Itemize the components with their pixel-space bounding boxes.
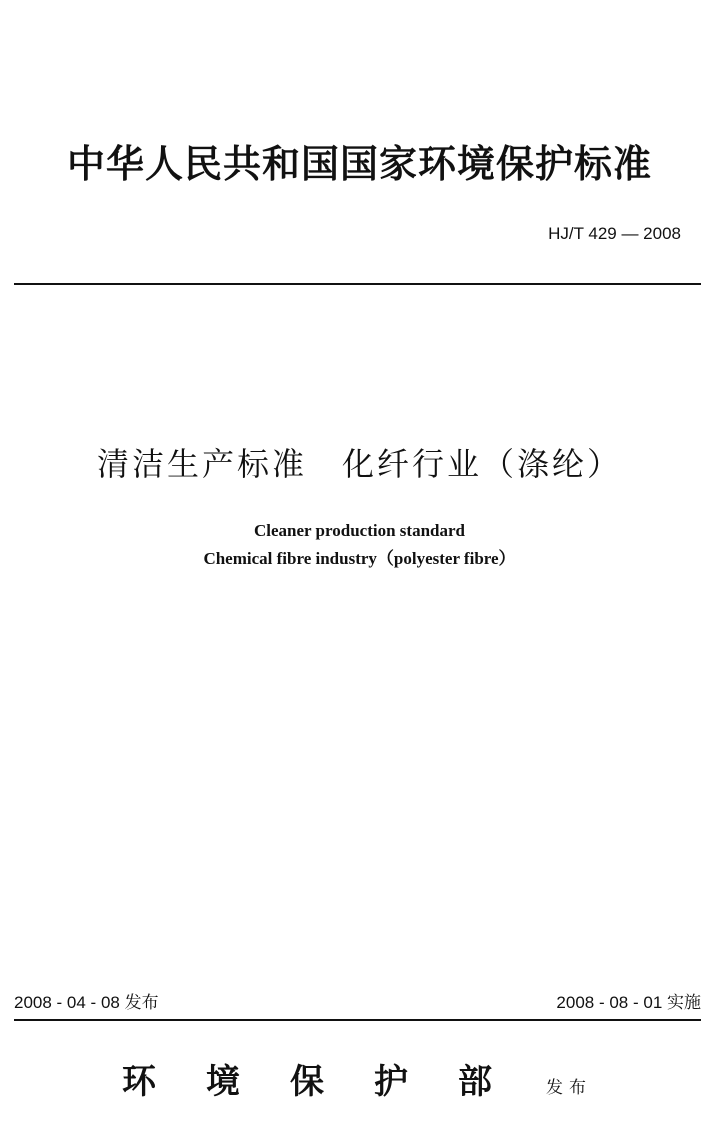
document-title-english-line1: Cleaner production standard bbox=[254, 521, 465, 540]
publisher-suffix: 发布 bbox=[546, 1078, 592, 1098]
publisher-name: 环境保护部 bbox=[122, 1062, 542, 1102]
document-title-chinese: 清洁生产标准 化纤行业（涤纶） bbox=[96, 445, 622, 483]
document-title-english-line2: Chemical fibre industry（polyester fibre） bbox=[203, 549, 516, 568]
implementation-date: 2008 - 08 - 01 实施 bbox=[556, 993, 701, 1012]
bottom-divider bbox=[14, 1019, 701, 1021]
standard-code: HJ/T 429 — 2008 bbox=[548, 224, 681, 243]
issue-date: 2008 - 04 - 08 发布 bbox=[14, 993, 159, 1012]
top-divider bbox=[14, 283, 701, 285]
standard-category-title: 中华人民共和国国家环境保护标准 bbox=[66, 141, 652, 186]
